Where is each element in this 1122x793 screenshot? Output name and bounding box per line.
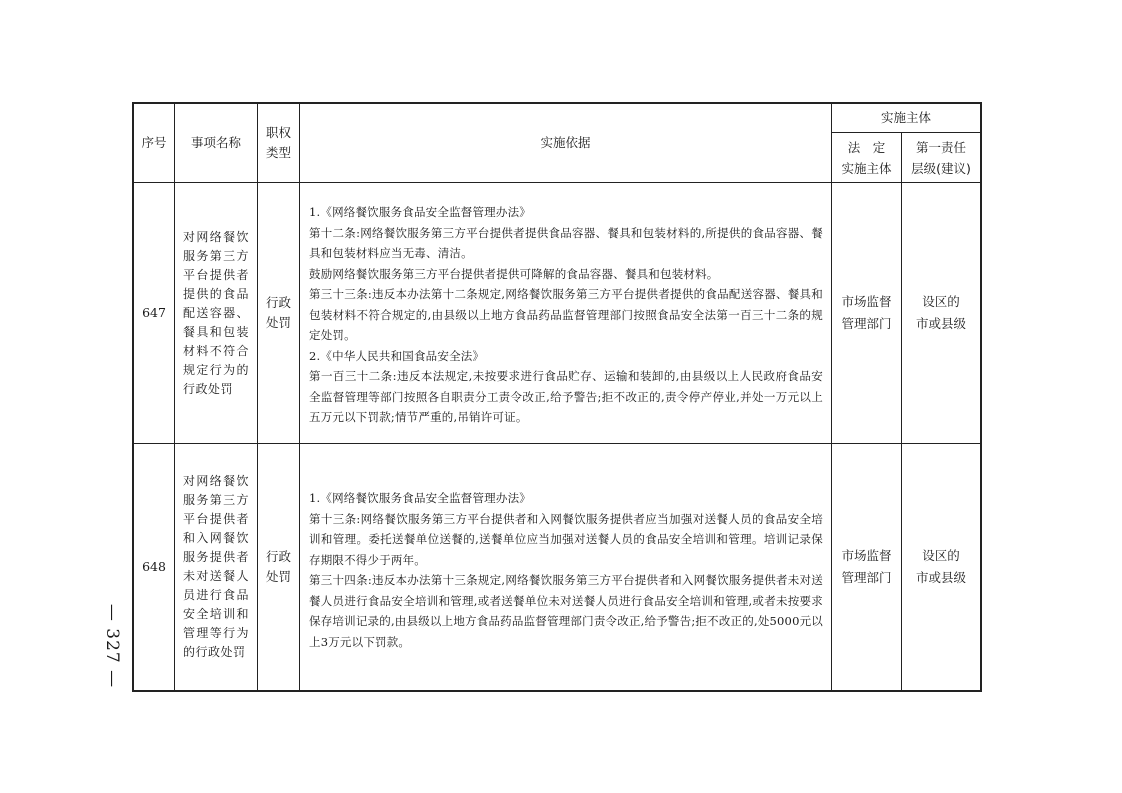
basis-paragraph: 1.《网络餐饮服务食品安全监督管理办法》 bbox=[309, 491, 531, 505]
row-647-basis bbox=[309, 202, 823, 428]
row-647-item-name: 对网络餐饮服务第三方平台提供者提供的食品配送容器、餐具和包装材料不符合规定行为的行政处罚 bbox=[183, 229, 249, 396]
page-number bbox=[92, 596, 132, 696]
row-647-power-type: 行政 处罚 bbox=[265, 295, 291, 330]
header-item-name: 事项名称 bbox=[190, 135, 241, 150]
enforcement-table bbox=[132, 102, 982, 692]
basis-paragraph: 2.《中华人民共和国食品安全法》 bbox=[309, 348, 485, 363]
row-648-item-name: 对网络餐饮服务第三方平台提供者和入网餐饮服务提供者未对送餐人员进行食品安全培训和管理等行为的行政处罚 bbox=[183, 474, 249, 659]
basis-paragraph: 第十三条:网络餐饮服务第三方平台提供者和入网餐饮服务提供者应当加强对送餐人员的食品安全培训和管理。委托送餐单位送餐的,送餐单位应当加强对送餐人员的食品安全培训和管理。培训记录保存期限不得少于两年。 bbox=[309, 511, 823, 567]
row-648-first-responsibility: 设区的 市或县级 bbox=[915, 548, 966, 585]
header-first-responsibility: 第一责任 层级(建议) bbox=[911, 139, 971, 176]
basis-paragraph: 第十二条:网络餐饮服务第三方平台提供者提供食品容器、餐具和包装材料的,所提供的食品容器、餐具和包装材料应当无毒、清洁。 bbox=[309, 225, 823, 260]
header-basis: 实施依据 bbox=[540, 135, 591, 150]
basis-paragraph: 第三十三条:违反本办法第十二条规定,网络餐饮服务第三方平台提供者提供的食品配送容器、餐具和包装材料不符合规定的,由县级以上地方食品药品监督管理部门按照食品安全法第一百三十二条的规定处罚。 bbox=[309, 287, 823, 342]
basis-paragraph: 鼓励网络餐饮服务第三方平台提供者提供可降解的食品容器、餐具和包装材料。 bbox=[309, 266, 719, 281]
header-seq: 序号 bbox=[141, 135, 167, 150]
row-648-seq: 648 bbox=[142, 559, 166, 574]
basis-paragraph: 第三十四条:违反本办法第十三条规定,网络餐饮服务第三方平台提供者和入网餐饮服务提供者未对送餐人员进行食品安全培训和管理,或者送餐单位未对送餐人员进行食品安全培训和管理,或者未按要求保存培训记录的,由县级以上地方食品药品监督管理部门责令改正,给予警告;拒不改正的,处5000元以上3万元以下罚款。 bbox=[309, 573, 823, 649]
row-648-legal-subject: 市场监督 管理部门 bbox=[841, 548, 892, 585]
row-648-power-type: 行政 处罚 bbox=[265, 549, 291, 584]
row-647-legal-subject: 市场监督 管理部门 bbox=[841, 294, 892, 331]
row-647-first-responsibility: 设区的 市或县级 bbox=[915, 294, 966, 331]
row-647-seq: 647 bbox=[142, 305, 166, 320]
row-648-basis bbox=[309, 488, 823, 652]
page-number-text: — 327 — bbox=[102, 603, 123, 689]
header-power-type: 职权 类型 bbox=[265, 125, 291, 160]
header-legal-subject: 法 定 实施主体 bbox=[841, 139, 892, 176]
header-subject: 实施主体 bbox=[880, 110, 931, 125]
basis-paragraph: 1.《网络餐饮服务食品安全监督管理办法》 bbox=[309, 205, 531, 219]
basis-paragraph: 第一百三十二条:违反本法规定,未按要求进行食品贮存、运输和装卸的,由县级以上人民政府食品安全监督管理等部门按照各自职责分工责令改正,给予警告;拒不改正的,责令停产停业,并处一万元以上五万元以下罚款;情节严重的,吊销许可证。 bbox=[309, 369, 823, 424]
